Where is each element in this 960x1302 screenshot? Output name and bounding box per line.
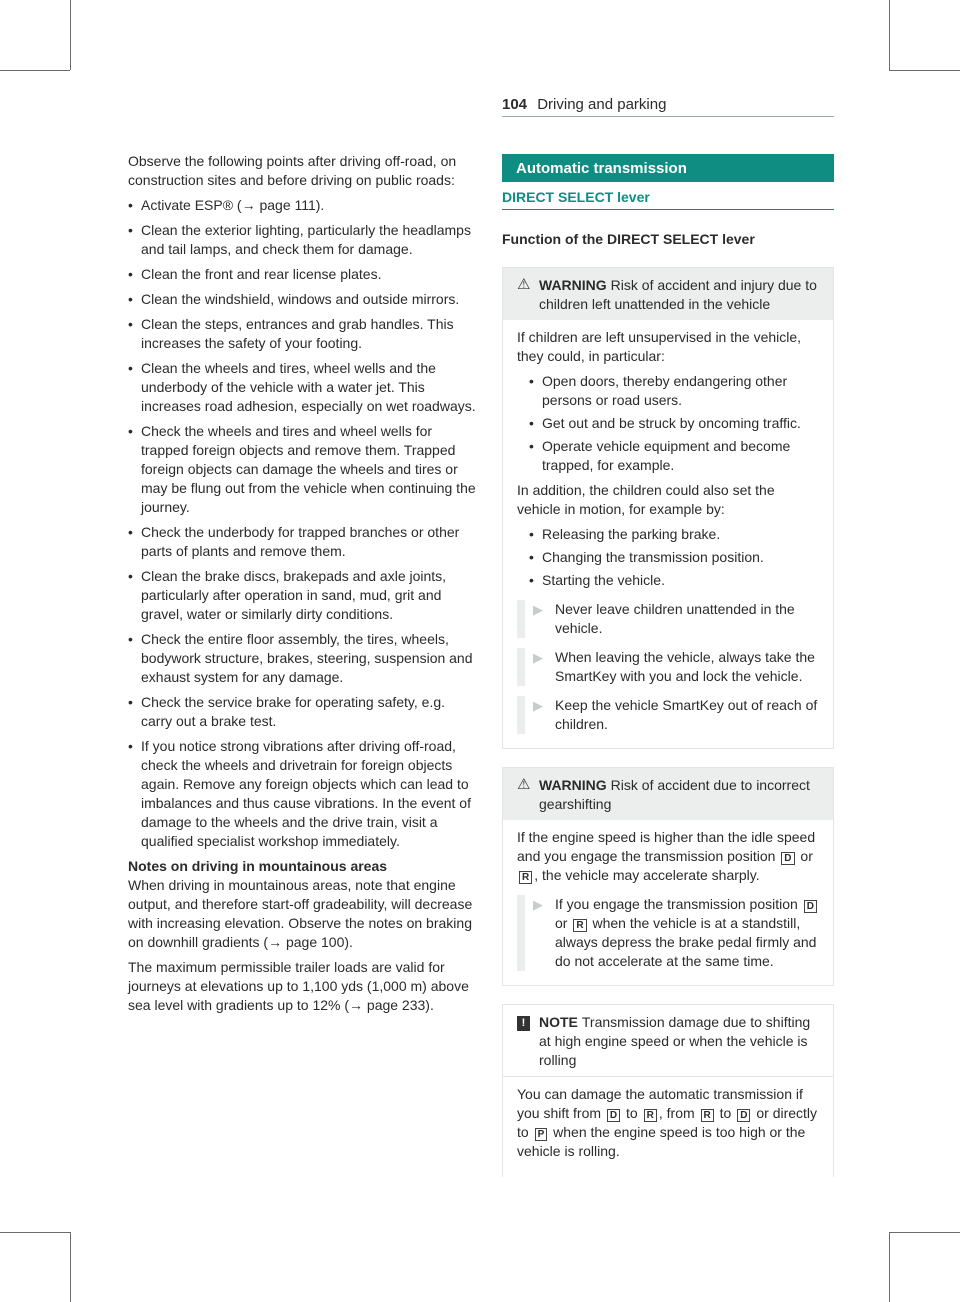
note-paragraph xyxy=(517,1085,819,1161)
text-span: or xyxy=(800,848,813,864)
list-item: • Check the wheels and tires and wheel wells for trapped foreign objects and remove them. Trapped foreign objects can damage the wheels and tires or may be flung out from the vehicle when continuing the journey. xyxy=(128,422,478,517)
list-item: • Check the entire floor assembly, the tires, wheels, bodywork structure, brakes, steering, suspension and exhaust system for any damage. xyxy=(128,630,478,687)
text-span: , the vehicle may accelerate sharply. xyxy=(534,867,760,883)
note-header xyxy=(503,1005,833,1076)
list-item: • Starting the vehicle. xyxy=(517,571,819,590)
crop-mark xyxy=(70,0,71,70)
gear-r-symbol: R xyxy=(644,1109,657,1122)
text-span: If you engage the transmission position xyxy=(555,896,798,912)
crop-mark xyxy=(70,1232,71,1302)
crop-mark xyxy=(0,1232,70,1233)
list-item: • Clean the brake discs, brakepads and axle joints, particularly after operation in sand, mud, grit and gravel, water or similarly dirty conditions. xyxy=(128,567,478,624)
list-item: • Clean the windshield, windows and outside mirrors. xyxy=(128,290,478,309)
list-item: • Check the service brake for operating safety, e.g. carry out a brake test. xyxy=(128,693,478,731)
subsection-title: DIRECT SELECT lever xyxy=(502,188,834,210)
action-text: Keep the vehicle SmartKey out of reach of children. xyxy=(555,697,818,732)
arrow-right-icon: ▶ xyxy=(533,897,543,912)
action-text: When leaving the vehicle, always take the SmartKey with you and lock the vehicle. xyxy=(555,649,815,684)
gear-d-symbol: D xyxy=(804,900,817,913)
warning-paragraph xyxy=(517,828,819,885)
warning-title: Risk of accident and injury due to children left unattended in the vehicle xyxy=(539,277,817,312)
list-item: • Open doors, thereby endangering other persons or road users. xyxy=(517,372,819,410)
warning-label: WARNING xyxy=(539,277,607,293)
text-span: when the vehicle is at a standstill, always depress the brake pedal firmly and do not accelerate at the same time. xyxy=(555,915,817,969)
list-item: • Operate vehicle equipment and become trapped, for example. xyxy=(517,437,819,475)
section-title: Automatic transmission xyxy=(502,154,834,182)
warning-header xyxy=(503,768,833,820)
note-body xyxy=(503,1076,833,1177)
list-item: • Activate ESP® (→ page 111). xyxy=(128,196,478,215)
gear-r-symbol: R xyxy=(519,871,532,884)
exclamation-icon: ! xyxy=(517,1016,530,1031)
gear-r-symbol: R xyxy=(573,919,586,932)
function-title: Function of the DIRECT SELECT lever xyxy=(502,231,755,247)
warning-title: Risk of accident due to incorrect gearshifting xyxy=(539,777,810,812)
mountain-paragraph: When driving in mountainous areas, note that engine output, and therefore start-off gradeability, will decrease with increasing elevation. Observe the notes on braking on downhill gradients (→ page 100). xyxy=(128,877,473,950)
trailer-paragraph: The maximum permissible trailer loads are valid for journeys at elevations up to 1,100 yds (1,000 m) above sea level with gradients up to 12% (→ page 233). xyxy=(128,959,469,1013)
action-step xyxy=(517,696,819,734)
warning-header xyxy=(503,268,833,320)
text-span: , from xyxy=(658,1105,695,1121)
list-item: • Check the underbody for trapped branches or other parts of plants and remove them. xyxy=(128,523,478,561)
gear-d-symbol: D xyxy=(781,852,794,865)
arrow-right-icon: ▶ xyxy=(533,650,543,665)
risk-list xyxy=(517,372,819,475)
list-item: • Changing the transmission position. xyxy=(517,548,819,567)
gear-d-symbol: D xyxy=(607,1109,620,1122)
warning-triangle-icon: ⚠ xyxy=(517,276,531,293)
text-span: or xyxy=(555,915,568,931)
action-step xyxy=(517,600,819,638)
warning-paragraph: If children are left unsupervised in the vehicle, they could, in particular: xyxy=(517,329,802,364)
list-item: • Clean the exterior lighting, particularly the headlamps and tail lamps, and check them for damage. xyxy=(128,221,478,259)
checklist xyxy=(128,196,478,851)
risk-list xyxy=(517,525,819,590)
text-span: to xyxy=(626,1105,638,1121)
right-column xyxy=(502,154,834,1177)
text-span: If the engine speed is higher than the idle speed and you engage the transmission position xyxy=(517,829,816,864)
warning-body xyxy=(503,820,833,985)
note-label: NOTE xyxy=(539,1014,578,1030)
warning-body xyxy=(503,320,833,748)
crop-mark xyxy=(889,1232,960,1233)
list-item: • Releasing the parking brake. xyxy=(517,525,819,544)
warning-box-gearshift xyxy=(502,767,834,986)
note-box xyxy=(502,1004,834,1177)
warning-box-children xyxy=(502,267,834,749)
text-span: to xyxy=(719,1105,732,1121)
warning-paragraph: In addition, the children could also set the vehicle in motion, for example by: xyxy=(517,482,775,517)
intro-paragraph: Observe the following points after driving off-road, on construction sites and before driving on public roads: xyxy=(128,153,457,188)
crop-mark xyxy=(889,70,960,71)
action-text: Never leave children unattended in the vehicle. xyxy=(555,601,795,636)
gear-d-symbol: D xyxy=(737,1109,750,1122)
crop-mark xyxy=(889,0,890,70)
page-header xyxy=(502,96,666,113)
warning-triangle-icon: ⚠ xyxy=(517,776,531,793)
action-step xyxy=(517,648,819,686)
text-span: You can damage the automatic transmission if you shift from xyxy=(517,1086,803,1121)
gear-r-symbol: R xyxy=(701,1109,714,1122)
header-divider xyxy=(502,116,834,117)
action-step xyxy=(517,895,819,971)
list-item: • If you notice strong vibrations after driving off-road, check the wheels and drivetrain for foreign objects again. Remove any foreign objects which can lead to imbalances and thus cause vibrations. In the event of damage to the wheels and the drive train, visit a qualified specialist workshop immediately. xyxy=(128,737,478,851)
crop-mark xyxy=(889,1232,890,1302)
list-item: • Clean the steps, entrances and grab handles. This increases the safety of your footing. xyxy=(128,315,478,353)
text-span: or directly to xyxy=(517,1105,818,1140)
list-item: • Clean the front and rear license plates. xyxy=(128,265,478,284)
list-item: • Get out and be struck by oncoming traffic. xyxy=(517,414,819,433)
list-item: • Clean the wheels and tires, wheel wells and the underbody of the vehicle with a water jet. This increases road adhesion, especially on wet roadways. xyxy=(128,359,478,416)
arrow-right-icon: ▶ xyxy=(533,698,543,713)
text-span: when the engine speed is too high or the vehicle is rolling. xyxy=(517,1124,806,1159)
page-header-title: Driving and parking xyxy=(537,96,667,113)
mountain-heading: Notes on driving in mountainous areas xyxy=(128,858,388,874)
note-title: Transmission damage due to shifting at high engine speed or when the vehicle is rolling xyxy=(539,1014,811,1068)
gear-p-symbol: P xyxy=(535,1128,548,1141)
warning-label: WARNING xyxy=(539,777,607,793)
note-icon-wrapper xyxy=(517,1012,539,1070)
page-number: 104 xyxy=(502,96,528,113)
action-text xyxy=(555,895,819,971)
crop-mark xyxy=(0,70,70,71)
arrow-right-icon: ▶ xyxy=(533,602,543,617)
left-column xyxy=(128,152,478,1021)
